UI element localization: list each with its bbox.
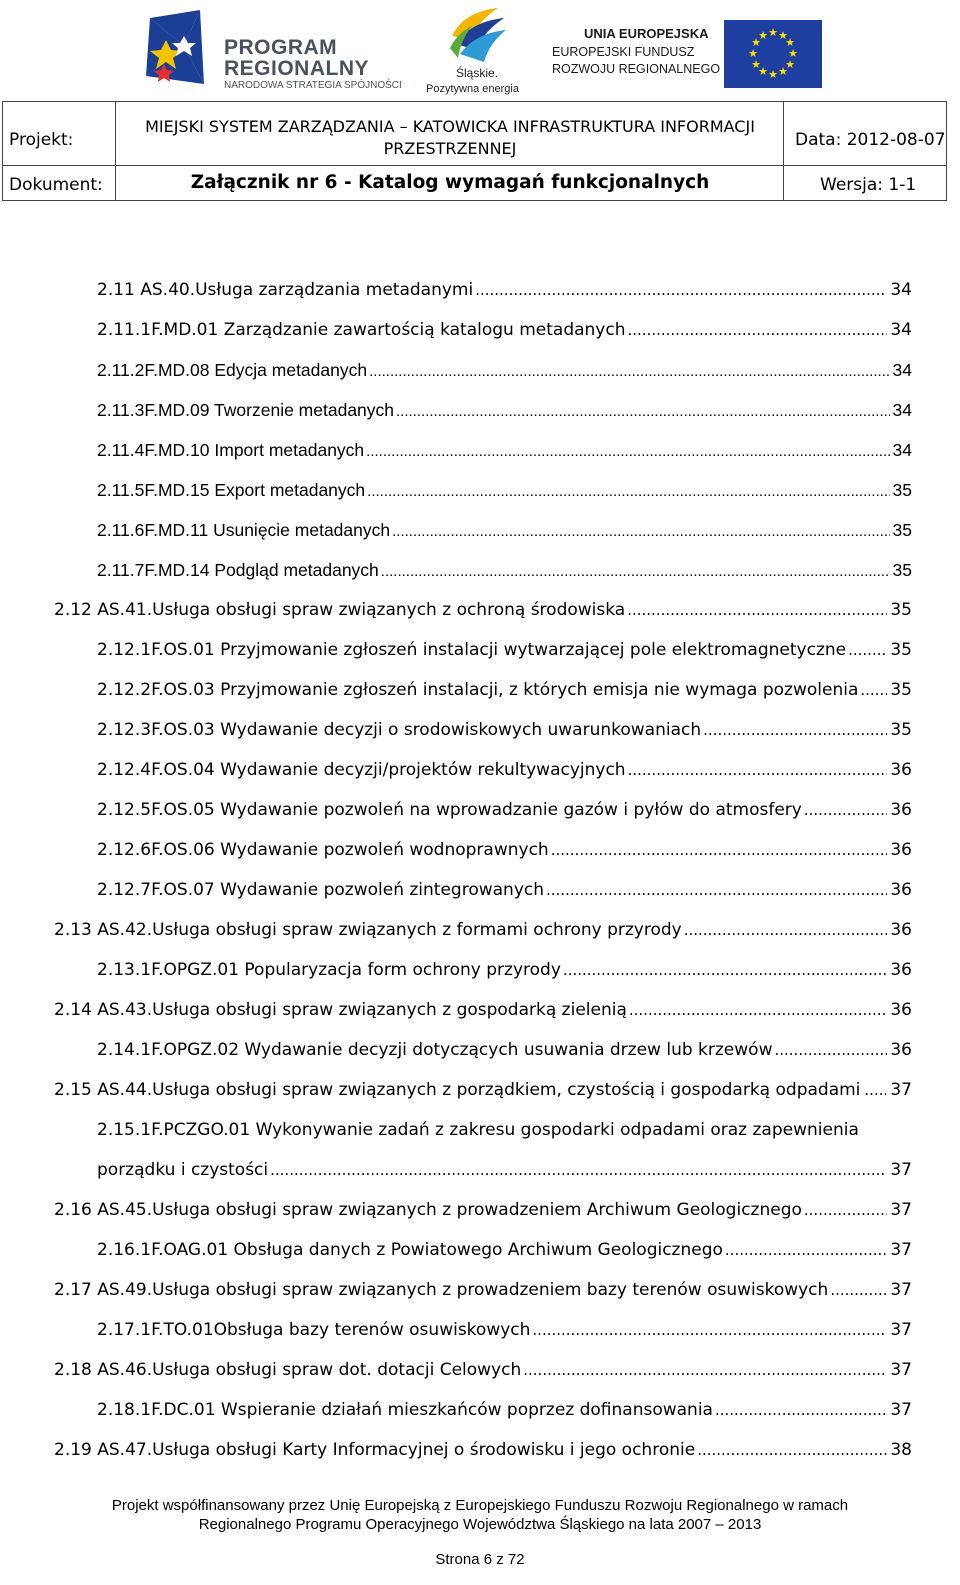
toc-page-number: 36 [890,920,912,940]
program-regionalny-logo [144,6,406,96]
page-number: Strona 6 z 72 [435,1551,525,1568]
toc-leader [392,520,889,541]
toc-entry-title: 2.11.7F.MD.14 Podgląd metadanych [97,560,379,580]
toc-entry-title: 2.16.1F.OAG.01 Obsługa danych z Powiatowego Archiwum Geologicznego [97,1240,723,1260]
eu-fund-line1: EUROPEJSKI FUNDUSZ [552,45,695,59]
toc-entry[interactable] [97,280,912,310]
toc-page-number: 36 [890,1040,912,1060]
toc-page-number: 37 [890,1080,912,1100]
toc-entry-title: 2.15 AS.44.Usługa obsługi spraw związanych z porządkiem, czystością i gospodarką odpadami [54,1080,861,1100]
toc-leader [703,720,887,740]
toc-page-number: 36 [890,800,912,820]
toc-entry-title: 2.11.5F.MD.15 Export metadanych [97,480,366,500]
slaskie-slogan: Pozytywna energia [426,83,519,95]
toc-entry-title: 2.11.1F.MD.01 Zarządzanie zawartością katalogu metadanych [97,320,626,340]
toc-leader [627,600,887,620]
toc-entry-title: 2.12.2F.OS.03 Przyjmowanie zgłoszeń instalacji, z których emisja nie wymaga pozwolenia [97,680,859,700]
toc-entry-title: 2.18.1F.DC.01 Wspieranie działań mieszkańców poprzez dofinansowania [97,1400,713,1420]
svg-text:★: ★ [768,68,778,81]
toc-page-number: 34 [890,320,912,340]
toc-page-number: 36 [890,1000,912,1020]
toc-page-number: 34 [892,360,912,380]
toc-page-number: 37 [890,1160,912,1180]
toc-leader [369,360,889,381]
toc-leader [804,800,888,820]
toc-leader [396,400,890,421]
document-header-table [2,101,947,201]
toc-entry[interactable] [97,960,912,990]
toc-page-number: 35 [892,560,912,580]
toc-entry-title: 2.12.1F.OS.01 Przyjmowanie zgłoszeń instalacji wytwarzającej pole elektromagnetyczne [97,640,847,660]
toc-leader [715,1400,887,1420]
toc-entry[interactable] [54,1360,912,1390]
toc-entry[interactable] [97,400,912,430]
footer-funding-line1: Projekt współfinansowany przez Unię Europejską z Europejskiego Funduszu Rozwoju Regionalnego w ramach [111,1497,849,1514]
toc-page-number: 36 [890,880,912,900]
toc-leader [725,1240,887,1260]
toc-leader [697,1440,887,1460]
toc-page-number: 34 [890,280,912,300]
toc-entry[interactable] [54,1000,912,1030]
svg-text:★: ★ [778,65,788,78]
toc-entry-title: 2.12 AS.41.Usługa obsługi spraw związanych z ochroną środowiska [54,600,626,620]
svg-text:★: ★ [785,36,795,49]
toc-entry-title: 2.12.3F.OS.03 Wydawanie decyzji o srodowiskowych uwarunkowaniach [97,720,702,740]
toc-entry[interactable] [97,1400,912,1430]
toc-entry[interactable] [54,1280,912,1310]
toc-entry[interactable] [97,320,912,350]
toc-leader [848,640,887,660]
eu-fund-line2: ROZWOJU REGIONALNEGO [552,62,721,76]
toc-entry-title: 2.11.3F.MD.09 Tworzenie metadanych [97,400,395,420]
toc-entry[interactable] [97,720,912,750]
toc-entry-title[interactable]: 2.15.1F.PCZGO.01 Wykonywanie zadań z zakresu gospodarki odpadami oraz zapewnienia [97,1120,859,1140]
document-version: Wersja: 1-1 [820,175,917,195]
toc-page-number: 36 [890,760,912,780]
toc-entry-title: 2.13 AS.42.Usługa obsługi spraw związanych z formami ochrony przyrody [54,920,682,940]
toc-entry-title: 2.14.1F.OPGZ.02 Wydawanie decyzji dotyczących usuwania drzew lub krzewów [97,1040,773,1060]
toc-entry[interactable] [97,880,912,910]
toc-page-number: 37 [890,1360,912,1380]
toc-leader [629,1000,887,1020]
toc-entry-title: 2.16 AS.45.Usługa obsługi spraw związanych z prowadzeniem Archiwum Geologicznego [54,1200,802,1220]
toc-page-number: 35 [890,720,912,740]
toc-entry-title: 2.18 AS.46.Usługa obsługi spraw dot. dotacji Celowych [54,1360,522,1380]
svg-text:★: ★ [751,36,761,49]
toc-entry-title: 2.12.4F.OS.04 Wydawanie decyzji/projektów rekultywacyjnych [97,760,626,780]
toc-entry[interactable] [97,760,912,790]
toc-entry-title: porządku i czystości [97,1160,269,1180]
svg-text:★: ★ [751,58,761,71]
toc-page-number: 37 [890,1240,912,1260]
toc-entry-title: 2.14 AS.43.Usługa obsługi spraw związanych z gospodarką zielenią [54,1000,627,1020]
toc-entry[interactable] [97,800,912,830]
slaskie-logo [424,6,534,96]
toc-entry-title: 2.12.6F.OS.06 Wydawanie pozwoleń wodnoprawnych [97,840,549,860]
toc-entry[interactable] [97,640,912,670]
toc-leader [523,1360,887,1380]
toc-entry-title: 2.17.1F.TO.01Obsługa bazy terenów osuwiskowych [97,1320,531,1340]
svg-text:★: ★ [778,29,788,42]
toc-page-number: 37 [890,1280,912,1300]
toc-leader [475,280,887,300]
eu-flag-icon [724,20,822,88]
project-title [117,116,783,160]
toc-leader [774,1040,887,1060]
toc-entry[interactable] [97,520,912,550]
toc-entry-title: 2.12.7F.OS.07 Wydawanie pozwoleń zintegrowanych [97,880,545,900]
svg-text:★: ★ [785,58,795,71]
toc-entry-title: 2.11.2F.MD.08 Edycja metadanych [97,360,368,380]
toc-entry[interactable] [97,480,912,510]
toc-entry-title: 2.11.4F.MD.10 Import metadanych [97,440,365,460]
toc-leader [270,1160,887,1180]
project-label: Projekt: [9,130,74,150]
toc-entry[interactable] [54,600,912,630]
document-date: Data: 2012-08-07 [795,130,946,150]
toc-page-number: 35 [890,640,912,660]
toc-entry[interactable] [97,1240,912,1270]
toc-entry-title: 2.13.1F.OPGZ.01 Popularyzacja form ochrony przyrody [97,960,561,980]
toc-leader [830,1280,887,1300]
toc-entry[interactable] [54,920,912,950]
toc-entry[interactable] [97,1040,912,1070]
toc-page-number: 35 [890,600,912,620]
toc-entry-title: 2.11 AS.40.Usługa zarządzania metadanymi [97,280,474,300]
header-divider [3,165,946,166]
toc-entry[interactable] [54,1200,912,1230]
toc-leader [366,440,889,461]
toc-page-number: 37 [890,1200,912,1220]
svg-text:★: ★ [758,65,768,78]
toc-leader [684,920,888,940]
program-title-line2: REGIONALNY [224,57,370,80]
svg-text:★: ★ [748,47,758,60]
toc-page-number: 36 [890,840,912,860]
toc-leader [563,960,887,980]
toc-leader [546,880,887,900]
project-title-line2: PRZESTRZENNEJ [383,139,517,158]
toc-entry[interactable] [97,1320,912,1350]
toc-entry[interactable] [97,440,912,470]
slaskie-name: Śląskie. [456,66,499,80]
document-label: Dokument: [9,175,103,195]
header-divider [115,102,116,200]
toc-leader [367,480,889,501]
toc-entry[interactable] [97,560,912,590]
toc-entry-title: 2.11.6F.MD.11 Usunięcie metadanych [97,520,391,540]
toc-entry[interactable] [97,360,912,390]
slaskie-wave-icon [446,6,508,64]
toc-leader [628,760,888,780]
toc-entry-title: 2.19 AS.47.Usługa obsługi Karty Informacyjnej o środowisku i jego ochronie [54,1440,696,1460]
toc-page-number: 35 [890,680,912,700]
svg-text:★: ★ [768,26,778,39]
document-title: Załącznik nr 6 - Katalog wymagań funkcjonalnych [190,172,710,193]
toc-leader [551,840,888,860]
toc-page-number: 34 [892,400,912,420]
footer-funding-line2: Regionalnego Programu Operacyjnego Województwa Śląskiego na lata 2007 – 2013 [198,1516,762,1533]
toc-page-number: 38 [890,1440,912,1460]
toc-page-number: 34 [892,440,912,460]
toc-page-number: 36 [890,960,912,980]
toc-page-number: 37 [890,1320,912,1340]
svg-text:★: ★ [788,47,798,60]
program-star-icon [144,6,218,96]
toc-leader [864,1080,886,1100]
svg-text:★: ★ [758,29,768,42]
toc-entry[interactable] [97,840,912,870]
toc-entry[interactable] [54,1440,912,1470]
header-divider [783,102,784,200]
toc-page-number: 35 [892,520,912,540]
toc-leader [532,1320,887,1340]
toc-entry-title: 2.12.5F.OS.05 Wydawanie pozwoleń na wprowadzanie gazów i pyłów do atmosfery [97,800,802,820]
logo-strip [0,0,960,100]
eu-logo [548,18,828,90]
toc-page-number: 37 [890,1400,912,1420]
program-subtitle: NARODOWA STRATEGIA SPÓJNOŚCI [224,80,402,91]
toc-entry[interactable] [54,1080,912,1110]
program-title-line1: PROGRAM [224,36,338,59]
eu-title: UNIA EUROPEJSKA [584,26,709,41]
toc-leader [381,560,890,581]
toc-entry[interactable] [97,1160,912,1190]
toc-leader [627,320,887,340]
toc-entry-title: 2.17 AS.49.Usługa obsługi spraw związanych z prowadzeniem bazy terenów osuwiskowych [54,1280,829,1300]
toc-leader [804,1200,887,1220]
toc-leader [860,680,887,700]
toc-page-number: 35 [892,480,912,500]
toc-entry[interactable] [97,680,912,710]
project-title-line1: MIEJSKI SYSTEM ZARZĄDZANIA – KATOWICKA INFRASTRUKTURA INFORMACJI [145,117,755,136]
